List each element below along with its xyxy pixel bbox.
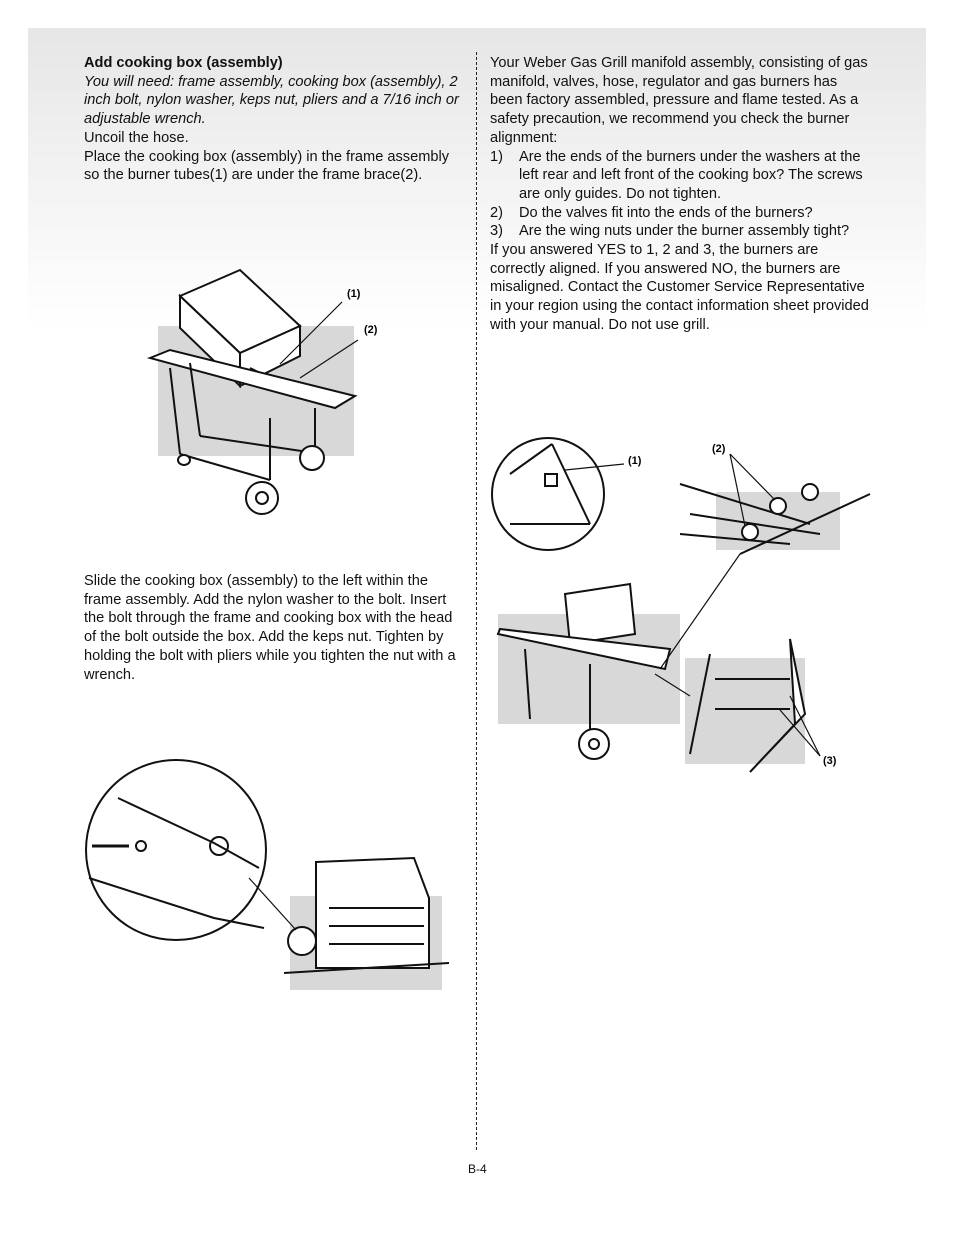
section-heading: Add cooking box (assembly) [84,55,283,71]
figure3-label-2: (2) [712,443,726,455]
left-column [84,54,464,185]
right-column [490,54,872,335]
checklist-item [490,222,872,241]
burner-alignment-illustration [490,434,890,774]
column-divider [476,52,477,1150]
checklist [490,148,872,242]
checklist-item [490,148,872,204]
item-text: Are the ends of the burners under the washers at the left rear and left front of the cooking box? The screws are only guides. Do not tighten. [519,148,863,202]
item-number: 1) [490,148,503,165]
alignment-result-text: If you answered YES to 1, 2 and 3, the burners are correctly aligned. If you answered NO, the burners are misaligned. Contact the Customer Service Representative in your region using the contact information sheet provided with your manual. Do not use grill. [490,242,869,333]
page-number: B-4 [468,1162,487,1176]
item-text: Do the valves fit into the ends of the burners? [519,204,813,221]
bolt-detail-illustration [84,758,454,993]
step-uncoil-text: Uncoil the hose. [84,129,189,146]
figure3-label-1: (1) [628,455,642,467]
figure1-label-2: (2) [364,324,378,336]
checklist-item [490,204,872,223]
cooking-box-frame-illustration [140,268,390,523]
slide-instructions-text: Slide the cooking box (assembly) to the left within the frame assembly. Add the nylon washer to the bolt. Insert the bolt through the frame and cooking box with the head of the bolt outside the box. Add the keps nut. Tighten by holding the bolt with pliers while you tighten the nut with a wrench. [84,573,456,683]
tools-needed-text: You will need: frame assembly, cooking box (assembly), 2 inch bolt, nylon washer, keps nut, pliers and a 7/16 inch or adjustable wrench. [84,73,459,128]
manifold-intro-text: Your Weber Gas Grill manifold assembly, consisting of gas manifold, valves, hose, regulator and gas burners has been factory assembled, pressure and flame tested. As a safety precaution, we recommend you check the burner alignment: [490,55,868,146]
figure3-label-3: (3) [823,755,837,767]
step-place-text: Place the cooking box (assembly) in the frame assembly so the burner tubes(1) are under the frame brace(2). [84,148,450,184]
item-number: 2) [490,204,503,221]
item-text: Are the wing nuts under the burner assembly tight? [519,223,850,240]
item-number: 3) [490,223,503,240]
figure1-label-1: (1) [347,288,361,300]
